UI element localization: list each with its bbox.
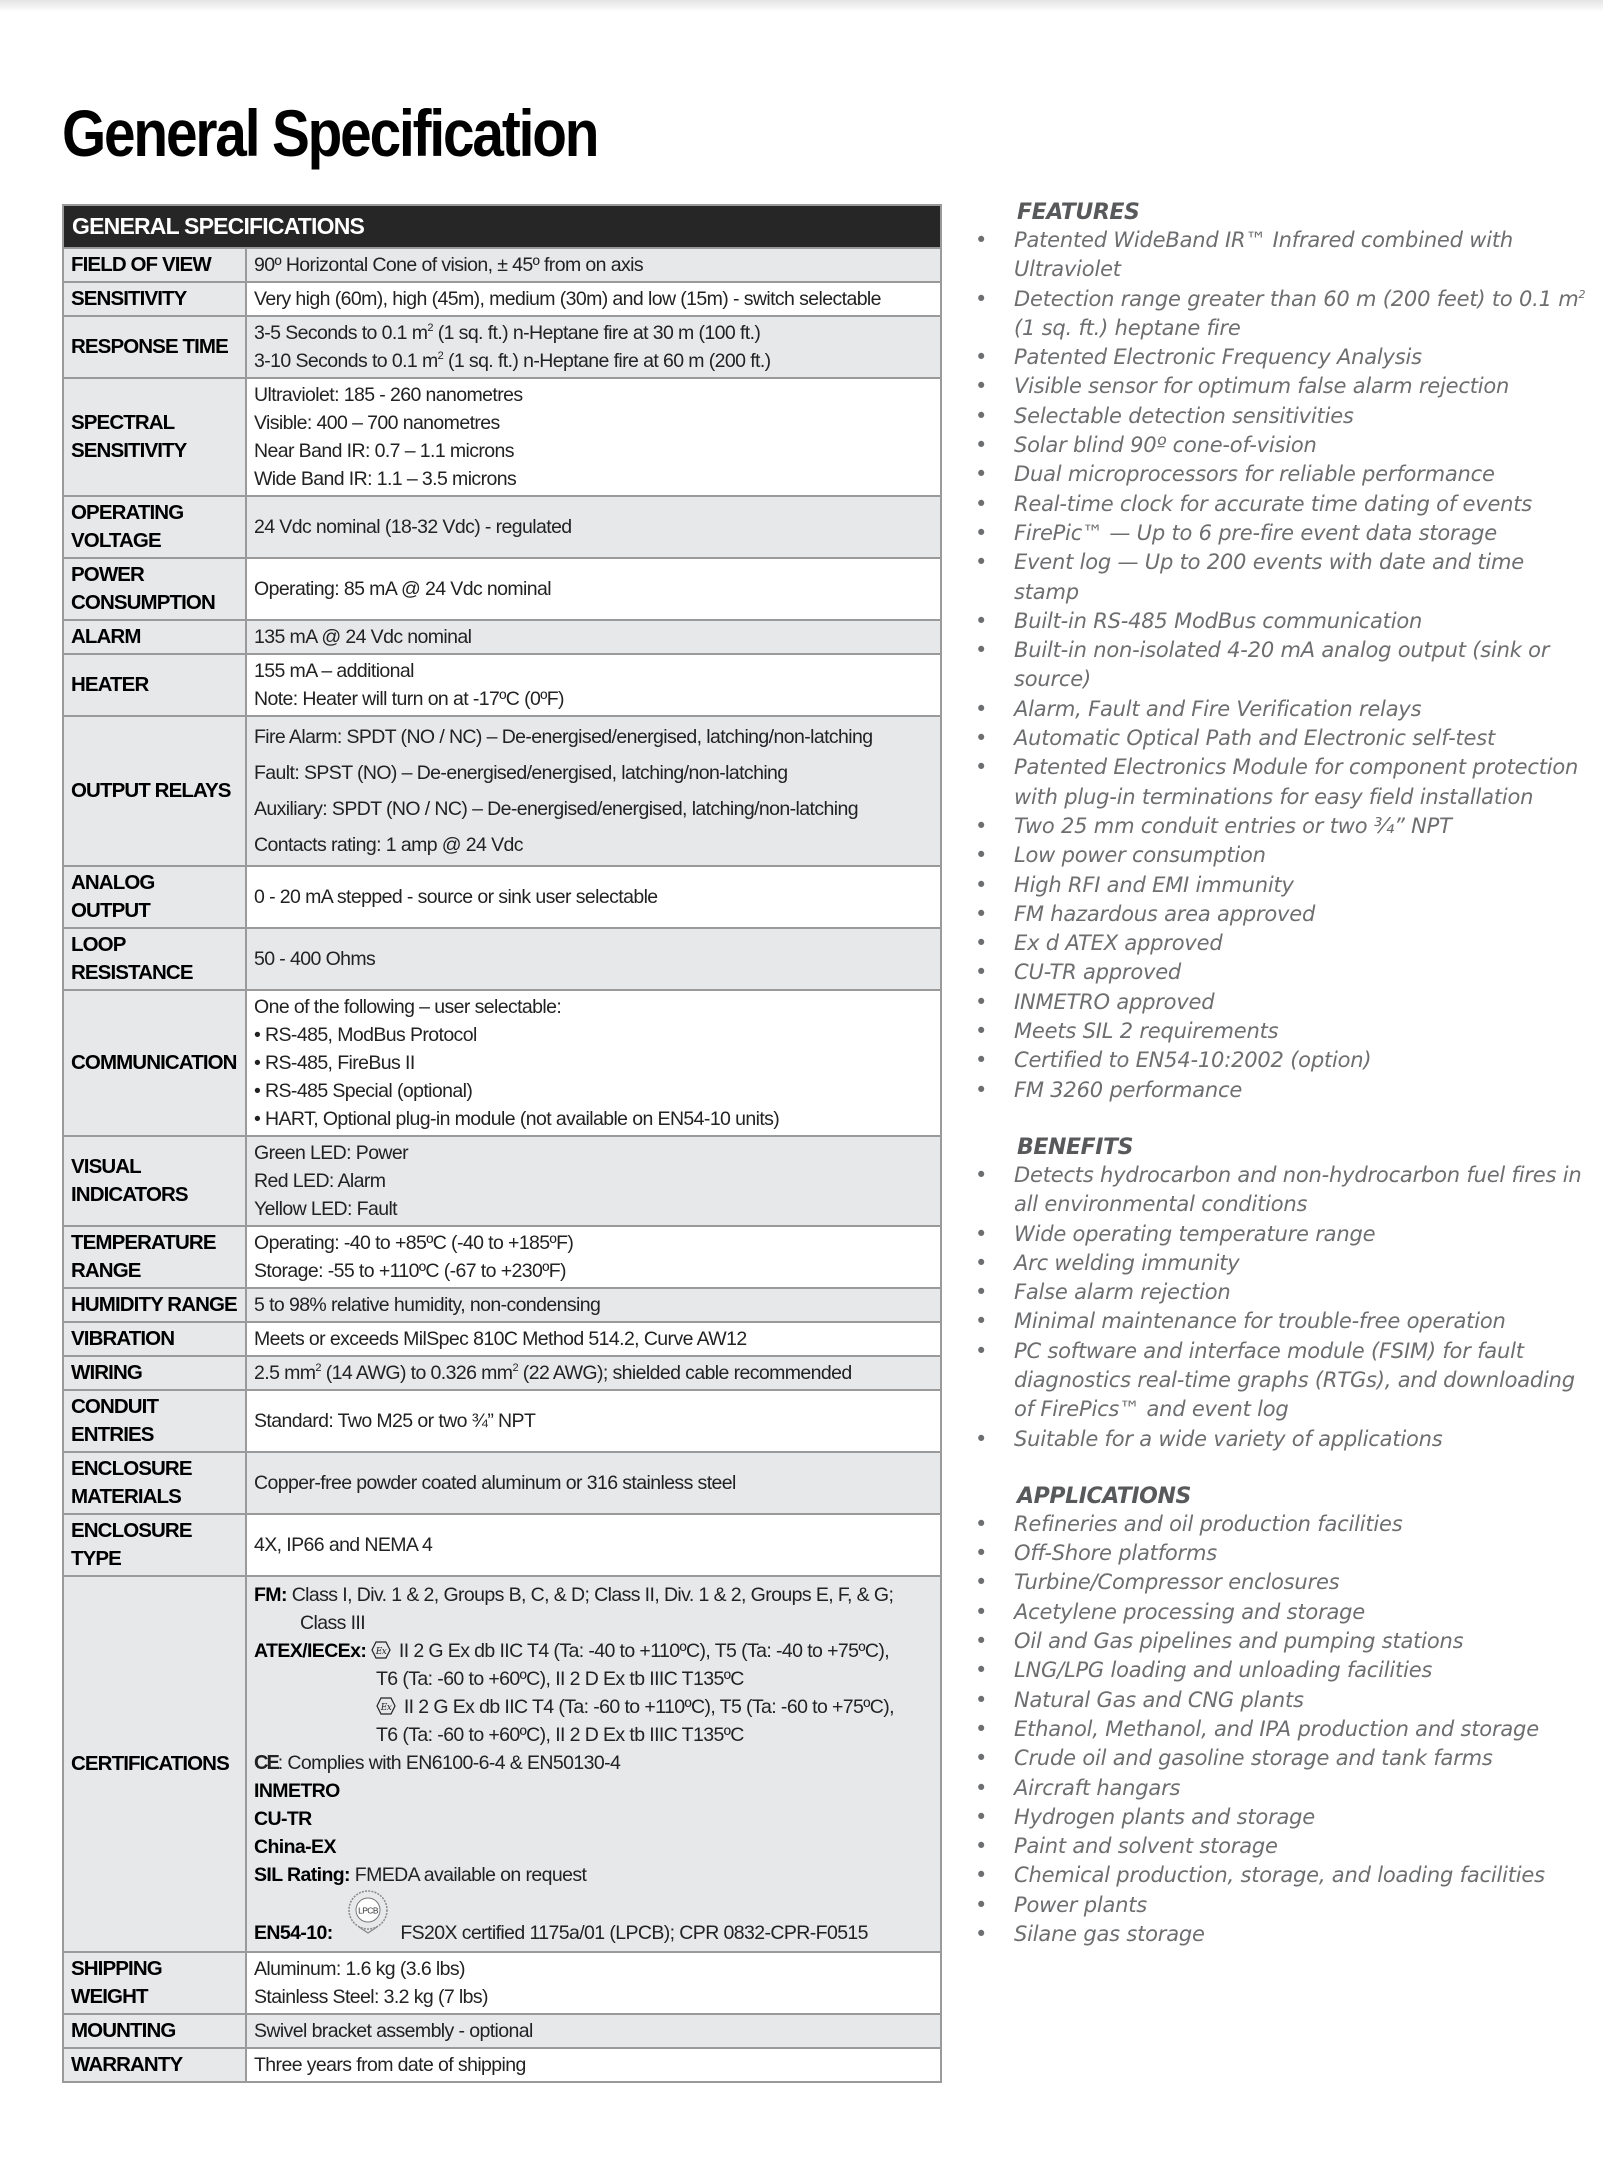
bullet-icon: •	[975, 1570, 988, 1595]
list-item-text: Paint and solvent storage	[1014, 1834, 1278, 1859]
bullet-icon: •	[975, 726, 988, 751]
spec-label: MOUNTING	[63, 2014, 246, 2048]
spec-value	[246, 316, 941, 378]
spec-row-power-consumption	[63, 558, 941, 620]
list-item-text: Real-time clock for accurate time dating of events	[1014, 491, 1533, 516]
spec-value-line: Meets or exceeds MilSpec 810C Method 514.2, Curve AW12	[254, 1328, 747, 1350]
spec-label: SPECTRAL SENSITIVITY	[63, 378, 246, 496]
section-applications	[975, 1484, 1595, 1949]
spec-table	[62, 204, 942, 2083]
list-item-text: High RFI and EMI immunity	[1014, 872, 1294, 897]
spec-value-line: Near Band IR: 0.7 – 1.1 microns	[254, 440, 514, 462]
spec-value-line: • RS-485, ModBus Protocol	[254, 1024, 477, 1046]
bullet-icon: •	[975, 286, 988, 311]
bullet-icon: •	[975, 228, 988, 252]
spec-row-heater	[63, 654, 941, 716]
spec-value-line: Yellow LED: Fault	[254, 1198, 397, 1220]
spec-value-line: Green LED: Power	[254, 1142, 409, 1164]
svg-text:LPCB: LPCB	[358, 1905, 379, 1916]
bullet-icon: •	[975, 550, 988, 575]
bullet-icon: •	[975, 1922, 988, 1947]
lpcb-logo-icon	[345, 1889, 391, 1935]
bullet-icon: •	[975, 1716, 988, 1741]
spec-value-line: Standard: Two M25 or two ¾” NPT	[254, 1410, 536, 1432]
list-item	[975, 1568, 1595, 1597]
spec-row-communication	[63, 990, 941, 1136]
bullet-icon: •	[975, 1250, 988, 1275]
list-item	[975, 1598, 1595, 1627]
spec-value	[246, 1226, 941, 1288]
list-item-text: Dual microprocessors for reliable performance	[1014, 462, 1495, 487]
spec-value	[246, 496, 941, 558]
list-item-text: Solar blind 90º cone-of-vision	[1014, 433, 1317, 458]
spec-value	[246, 928, 941, 990]
cert-fm-text-cont: Class III	[300, 1612, 366, 1634]
list-item	[975, 900, 1595, 929]
list-item-text: Built-in RS-485 ModBus communication	[1014, 608, 1423, 633]
list-item	[975, 1891, 1595, 1920]
cert-inmetro: INMETRO	[254, 1780, 340, 1802]
cert-sil	[254, 1861, 933, 1889]
cert-atex-line-2	[254, 1693, 933, 1721]
list-item-text: Ethanol, Methanol, and IPA production and storage	[1014, 1716, 1539, 1741]
spec-value-line: Ultraviolet: 185 - 260 nanometres	[254, 384, 523, 406]
bullet-icon: •	[975, 1309, 988, 1334]
list-item	[975, 1017, 1595, 1046]
spec-label: CERTIFICATIONS	[63, 1576, 246, 1952]
spec-row-shipping-weight	[63, 1952, 941, 2014]
list-item-text: CU-TR approved	[1014, 960, 1182, 985]
bullet-icon: •	[975, 1077, 988, 1102]
spec-row-field-of-view	[63, 248, 941, 282]
bullet-icon: •	[975, 403, 988, 428]
spec-label: ENCLOSURE TYPE	[63, 1514, 246, 1576]
list-item	[975, 958, 1595, 987]
list-item-text: INMETRO approved	[1014, 989, 1215, 1014]
list-item-text: Visible sensor for optimum false alarm rejection	[1014, 374, 1510, 399]
spec-row-sensitivity	[63, 282, 941, 316]
list-item	[975, 343, 1595, 372]
list-item	[975, 460, 1595, 489]
spec-value	[246, 654, 941, 716]
bullet-icon: •	[975, 1687, 988, 1712]
list-item-text: Event log — Up to 200 events with date and time stamp	[1014, 550, 1525, 604]
list-item	[975, 841, 1595, 870]
spec-value-line: 24 Vdc nominal (18-32 Vdc) - regulated	[254, 516, 572, 538]
cert-atex-key: ATEX/IECEx:	[254, 1640, 367, 1662]
spec-label: WIRING	[63, 1356, 246, 1390]
list-item	[975, 1249, 1595, 1278]
spec-row-enclosure-materials	[63, 1452, 941, 1514]
list-item	[975, 724, 1595, 753]
bullet-icon: •	[975, 1892, 988, 1917]
bullet-icon: •	[975, 1426, 988, 1451]
list-item	[975, 1076, 1595, 1105]
list-item	[975, 871, 1595, 900]
spec-value-line: Wide Band IR: 1.1 – 3.5 microns	[254, 468, 517, 490]
spec-value-line: • RS-485, FireBus II	[254, 1052, 415, 1074]
spec-table-body	[63, 248, 941, 2082]
list-item-text: Turbine/Compressor enclosures	[1014, 1570, 1340, 1595]
cert-atex	[254, 1637, 933, 1665]
bullet-icon: •	[975, 901, 988, 926]
bullet-icon: •	[975, 1629, 988, 1654]
spec-label: HEATER	[63, 654, 246, 716]
ex-hexagon-icon	[371, 1641, 391, 1659]
bullet-list	[975, 1510, 1595, 1949]
spec-value-line: Copper-free powder coated aluminum or 316 stainless steel	[254, 1472, 736, 1494]
bullet-icon: •	[975, 1541, 988, 1566]
list-item	[975, 431, 1595, 460]
spec-value	[246, 1356, 941, 1390]
spec-label: HUMIDITY RANGE	[63, 1288, 246, 1322]
list-item	[975, 372, 1595, 401]
spec-value	[246, 1390, 941, 1452]
spec-row-alarm	[63, 620, 941, 654]
bullet-icon: •	[975, 638, 988, 663]
spec-value-line: 5 to 98% relative humidity, non-condensing	[254, 1294, 601, 1316]
bullet-icon: •	[975, 374, 988, 399]
list-item	[975, 1861, 1595, 1890]
sidebar	[975, 200, 1595, 1979]
list-item-text: Low power consumption	[1014, 843, 1266, 868]
bullet-icon: •	[975, 1019, 988, 1044]
spec-value	[246, 990, 941, 1136]
list-item	[975, 1920, 1595, 1949]
spec-value-line: • RS-485 Special (optional)	[254, 1080, 473, 1102]
spec-value-line: Visible: 400 – 700 nanometres	[254, 412, 500, 434]
list-item-text: Meets SIL 2 requirements	[1014, 1019, 1279, 1044]
bullet-icon: •	[975, 696, 988, 721]
list-item	[975, 695, 1595, 724]
cert-en54-key: EN54-10:	[254, 1922, 333, 1944]
spec-row-humidity-range	[63, 1288, 941, 1322]
top-shadow	[0, 0, 1603, 12]
spec-value-line: Fault: SPST (NO) – De-energised/energised, latching/non-latching	[254, 762, 788, 784]
spec-row-temperature-range	[63, 1226, 941, 1288]
spec-value-line: Three years from date of shipping	[254, 2054, 526, 2076]
list-item-text: Two 25 mm conduit entries or two ¾” NPT	[1014, 813, 1452, 838]
list-item-text: Off-Shore platforms	[1014, 1541, 1217, 1566]
spec-label: FIELD OF VIEW	[63, 248, 246, 282]
spec-value	[246, 2014, 941, 2048]
bullet-icon: •	[975, 1658, 988, 1683]
svg-text:Ex: Ex	[375, 1647, 387, 1657]
bullet-icon: •	[975, 1834, 988, 1859]
cert-atex-line: T6 (Ta: -60 to +60ºC), II 2 D Ex tb IIIC T135ºC	[376, 1668, 744, 1690]
spec-value-line: 4X, IP66 and NEMA 4	[254, 1534, 433, 1556]
ce-mark-icon: CE	[254, 1752, 278, 1774]
spec-row-wiring	[63, 1356, 941, 1390]
section-benefits	[975, 1135, 1595, 1454]
spec-value-line: Storage: -55 to +110ºC (-67 to +230ºF)	[254, 1260, 566, 1282]
spec-label: VISUAL INDICATORS	[63, 1136, 246, 1226]
list-item-text: Silane gas storage	[1014, 1922, 1205, 1947]
spec-label: TEMPERATURE RANGE	[63, 1226, 246, 1288]
bullet-icon: •	[975, 813, 988, 838]
bullet-list	[975, 226, 1595, 1105]
cert-cutr: CU-TR	[254, 1808, 312, 1830]
list-item	[975, 1656, 1595, 1685]
cert-sil-text: FMEDA available on request	[354, 1864, 587, 1886]
bullet-icon: •	[975, 872, 988, 897]
spec-value-line: 90º Horizontal Cone of vision, ± 45º from on axis	[254, 254, 643, 276]
bullet-icon: •	[975, 755, 988, 780]
bullet-icon: •	[975, 1775, 988, 1800]
spec-row-operating-voltage	[63, 496, 941, 558]
section-heading: FEATURES	[1017, 200, 1140, 225]
spec-row-analog-output	[63, 866, 941, 928]
list-item-text: Selectable detection sensitivities	[1014, 403, 1354, 428]
svg-text:Ex: Ex	[380, 1703, 392, 1713]
bullet-icon: •	[975, 1048, 988, 1073]
list-item-text: Alarm, Fault and Fire Verification relays	[1014, 696, 1422, 721]
spec-label: SHIPPING WEIGHT	[63, 1952, 246, 2014]
bullet-icon: •	[975, 608, 988, 633]
spec-value	[246, 620, 941, 654]
spec-label: ENCLOSURE MATERIALS	[63, 1452, 246, 1514]
list-item	[975, 1803, 1595, 1832]
spec-value-line: Note: Heater will turn on at -17ºC (0ºF)	[254, 688, 564, 710]
list-item	[975, 1744, 1595, 1773]
cert-en54	[254, 1897, 933, 1947]
cert-fm-text: Class I, Div. 1 & 2, Groups B, C, & D; Class II, Div. 1 & 2, Groups E, F, & G;	[291, 1584, 894, 1606]
spec-row-visual-indicators	[63, 1136, 941, 1226]
bullet-icon: •	[975, 843, 988, 868]
bullet-icon: •	[975, 1746, 988, 1771]
list-item-text: FM 3260 performance	[1014, 1077, 1243, 1102]
cert-atex-line: II 2 G Ex db IIC T4 (Ta: -60 to +110ºC), T5 (Ta: -60 to +75ºC),	[403, 1696, 895, 1718]
spec-label: RESPONSE TIME	[63, 316, 246, 378]
list-item-text: Patented Electronics Module for component protection with plug-in terminations for easy field installation	[1014, 755, 1579, 809]
bullet-icon: •	[975, 1280, 988, 1305]
list-item	[975, 490, 1595, 519]
list-item	[975, 1161, 1595, 1220]
spec-label: COMMUNICATION	[63, 990, 246, 1136]
spec-label: SENSITIVITY	[63, 282, 246, 316]
list-item-text: Acetylene processing and storage	[1014, 1599, 1366, 1624]
bullet-icon: •	[975, 1338, 988, 1363]
spec-value-line: Stainless Steel: 3.2 kg (7 lbs)	[254, 1986, 488, 2008]
list-item-text: Detects hydrocarbon and non-hydrocarbon fuel fires in all environmental conditions	[1014, 1162, 1582, 1217]
bullet-list	[975, 1161, 1595, 1454]
spec-label: OPERATING VOLTAGE	[63, 496, 246, 558]
spec-value	[246, 558, 941, 620]
list-item	[975, 1627, 1595, 1656]
list-item-text: FirePic™ — Up to 6 pre-fire event data storage	[1014, 520, 1497, 545]
bullet-icon: •	[975, 931, 988, 956]
list-item	[975, 548, 1595, 607]
list-item-text: Chemical production, storage, and loading facilities	[1014, 1863, 1545, 1888]
list-item	[975, 285, 1595, 344]
spec-row-enclosure-type	[63, 1514, 941, 1576]
list-item	[975, 753, 1595, 812]
spec-value-line: 3-10 Seconds to 0.1 $m^2$ (1 sq. ft.) n-Heptane fire at 60 m (200 ft.)	[254, 350, 771, 372]
spec-row-loop-resistance	[63, 928, 941, 990]
list-item-text: LNG/LPG loading and unloading facilities	[1014, 1658, 1433, 1683]
list-item	[975, 988, 1595, 1017]
list-item-text: Detection range greater than 60 m (200 feet) to 0.1 $m^2$ (1 sq. ft.) heptane fire	[1014, 286, 1586, 340]
spec-row-certifications	[63, 1576, 941, 1952]
section-features	[975, 200, 1595, 1105]
spec-value	[246, 1288, 941, 1322]
spec-value-line: Swivel bracket assembly - optional	[254, 2020, 533, 2042]
list-item-text: Ex d ATEX approved	[1014, 931, 1223, 956]
spec-value	[246, 248, 941, 282]
spec-value	[246, 378, 941, 496]
bullet-icon: •	[975, 1221, 988, 1246]
spec-row-vibration	[63, 1322, 941, 1356]
list-item	[975, 1046, 1595, 1075]
list-item	[975, 1715, 1595, 1744]
list-item	[975, 1337, 1595, 1425]
list-item-text: Arc welding immunity	[1014, 1250, 1240, 1275]
list-item	[975, 1425, 1595, 1454]
spec-value-line: Operating: 85 mA @ 24 Vdc nominal	[254, 578, 551, 600]
spec-value	[246, 1136, 941, 1226]
cert-en54-text: FS20X certified 1175a/01 (LPCB); CPR 0832-CPR-F0515	[400, 1922, 868, 1944]
spec-row-warranty	[63, 2048, 941, 2082]
list-item	[975, 1539, 1595, 1568]
spec-value	[246, 866, 941, 928]
list-item	[975, 226, 1595, 285]
spec-table-header-row	[63, 205, 941, 248]
cert-chinaex: China-EX	[254, 1836, 336, 1858]
list-item	[975, 812, 1595, 841]
cert-sil-key: SIL Rating:	[254, 1864, 350, 1886]
list-item-text: Aircraft hangars	[1014, 1775, 1181, 1800]
spec-value-line: Fire Alarm: SPDT (NO / NC) – De-energised/energised, latching/non-latching	[254, 726, 873, 748]
spec-value-line: 50 - 400 Ohms	[254, 948, 376, 970]
spec-row-conduit-entries	[63, 1390, 941, 1452]
cert-atex-line: T6 (Ta: -60 to +60ºC), II 2 D Ex tb IIIC T135ºC	[376, 1724, 744, 1746]
spec-row-response-time	[63, 316, 941, 378]
spec-value	[246, 2048, 941, 2082]
bullet-icon: •	[975, 433, 988, 458]
list-item-text: Wide operating temperature range	[1014, 1221, 1376, 1246]
spec-value-line: 3-5 Seconds to 0.1 $m^2$ (1 sq. ft.) n-Heptane fire at 30 m (100 ft.)	[254, 322, 761, 344]
list-item-text: Oil and Gas pipelines and pumping stations	[1014, 1629, 1464, 1654]
list-item-text: Patented Electronic Frequency Analysis	[1014, 345, 1422, 370]
spec-row-output-relays	[63, 716, 941, 866]
spec-label: VIBRATION	[63, 1322, 246, 1356]
cert-ce	[254, 1749, 933, 1777]
spec-value-line: One of the following – user selectable:	[254, 996, 562, 1018]
spec-row-spectral-sensitivity	[63, 378, 941, 496]
spec-value-line: Operating: -40 to +85ºC (-40 to +185ºF)	[254, 1232, 574, 1254]
spec-label: ALARM	[63, 620, 246, 654]
list-item	[975, 1774, 1595, 1803]
spec-value-line: Auxiliary: SPDT (NO / NC) – De-energised/energised, latching/non-latching	[254, 798, 858, 820]
spec-value-line: Red LED: Alarm	[254, 1170, 386, 1192]
spec-value-line: Contacts rating: 1 amp @ 24 Vdc	[254, 834, 523, 856]
spec-value	[246, 282, 941, 316]
bullet-icon: •	[975, 1599, 988, 1624]
spec-label: CONDUIT ENTRIES	[63, 1390, 246, 1452]
list-item-text: Certified to EN54-10:2002 (option)	[1014, 1048, 1372, 1073]
list-item-text: FM hazardous area approved	[1014, 901, 1316, 926]
spec-label: LOOP RESISTANCE	[63, 928, 246, 990]
spec-value	[246, 1322, 941, 1356]
bullet-icon: •	[975, 1863, 988, 1888]
bullet-icon: •	[975, 1804, 988, 1829]
list-item	[975, 1278, 1595, 1307]
spec-label: WARRANTY	[63, 2048, 246, 2082]
list-item-text: Automatic Optical Path and Electronic self-test	[1014, 726, 1496, 751]
spec-value-certifications	[246, 1576, 941, 1952]
list-item	[975, 607, 1595, 636]
spec-table-header: GENERAL SPECIFICATIONS	[63, 205, 941, 248]
cert-ce-text: : Complies with EN6100-6-4 & EN50130-4	[277, 1752, 621, 1774]
list-item-text: Hydrogen plants and storage	[1014, 1804, 1316, 1829]
cert-fm-key: FM:	[254, 1584, 287, 1606]
list-item	[975, 402, 1595, 431]
list-item-text: False alarm rejection	[1014, 1280, 1231, 1305]
bullet-icon: •	[975, 345, 988, 370]
spec-value	[246, 716, 941, 866]
list-item	[975, 1307, 1595, 1336]
list-item	[975, 1686, 1595, 1715]
list-item-text: Built-in non-isolated 4-20 mA analog output (sink or source)	[1014, 638, 1550, 692]
page-title: General Specification	[62, 96, 598, 170]
bullet-icon: •	[975, 1162, 988, 1187]
spec-value-line: 135 mA @ 24 Vdc nominal	[254, 626, 472, 648]
cert-fm	[254, 1581, 933, 1609]
spec-value-line: 0 - 20 mA stepped - source or sink user selectable	[254, 886, 658, 908]
bullet-icon: •	[975, 960, 988, 985]
spec-value-line: Aluminum: 1.6 kg (3.6 lbs)	[254, 1958, 465, 1980]
list-item-text: Crude oil and gasoline storage and tank farms	[1014, 1746, 1493, 1771]
section-heading: BENEFITS	[1017, 1134, 1134, 1160]
bullet-icon: •	[975, 462, 988, 487]
spec-value-line: 155 mA – additional	[254, 660, 414, 682]
list-item	[975, 1832, 1595, 1861]
list-item-text: Refineries and oil production facilities	[1014, 1511, 1403, 1536]
spec-value-line: • HART, Optional plug-in module (not available on EN54-10 units)	[254, 1108, 780, 1130]
spec-value-line: Very high (60m), high (45m), medium (30m) and low (15m) - switch selectable	[254, 288, 881, 310]
list-item-text: Minimal maintenance for trouble-free operation	[1014, 1309, 1506, 1334]
list-item-text: Patented WideBand IR™ Infrared combined with Ultraviolet	[1014, 228, 1514, 282]
spec-value	[246, 1452, 941, 1514]
list-item	[975, 1510, 1595, 1539]
list-item	[975, 636, 1595, 695]
bullet-icon: •	[975, 989, 988, 1014]
ex-hexagon-icon	[376, 1697, 396, 1715]
spec-value	[246, 1514, 941, 1576]
spec-label: ANALOG OUTPUT	[63, 866, 246, 928]
spec-value-line: 2.5 $mm^2$ (14 AWG) to 0.326 $mm^2$ (22 AWG); shielded cable recommended	[254, 1362, 852, 1384]
spec-label: POWER CONSUMPTION	[63, 558, 246, 620]
list-item-text: Power plants	[1014, 1892, 1148, 1917]
list-item	[975, 929, 1595, 958]
spec-value	[246, 1952, 941, 2014]
list-item	[975, 519, 1595, 548]
section-heading: APPLICATIONS	[1017, 1483, 1191, 1509]
bullet-icon: •	[975, 491, 988, 516]
list-item-text: PC software and interface module (FSIM) for fault diagnostics real-time graphs (RTGs), and downloading of FirePics™ and event log	[1014, 1338, 1575, 1422]
list-item-text: Suitable for a wide variety of applications	[1014, 1426, 1443, 1451]
spec-row-mounting	[63, 2014, 941, 2048]
spec-label: OUTPUT RELAYS	[63, 716, 246, 866]
bullet-icon: •	[975, 1511, 988, 1536]
list-item	[975, 1220, 1595, 1249]
cert-atex-line: II 2 G Ex db IIC T4 (Ta: -40 to +110ºC), T5 (Ta: -40 to +75ºC),	[398, 1640, 890, 1662]
list-item-text: Natural Gas and CNG plants	[1014, 1687, 1304, 1712]
bullet-icon: •	[975, 520, 988, 545]
